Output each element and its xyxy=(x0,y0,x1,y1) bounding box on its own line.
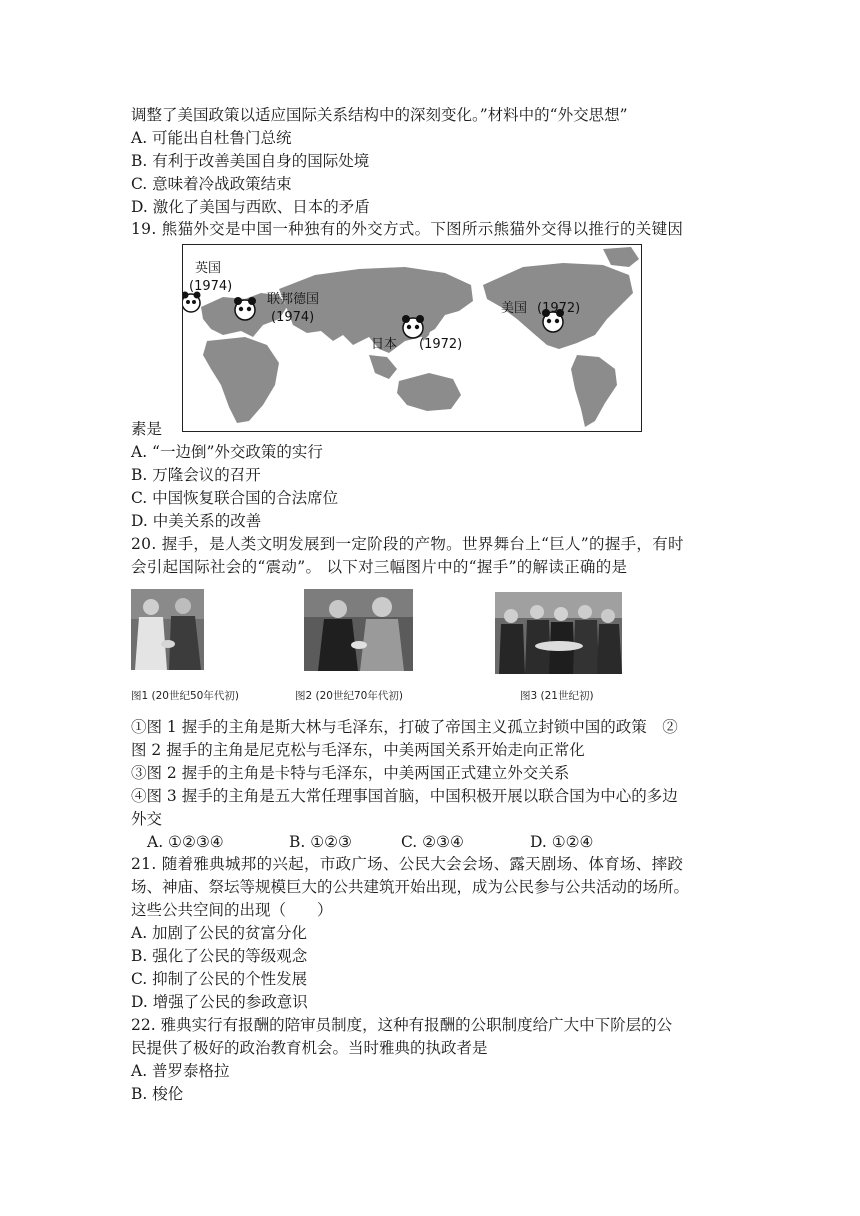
q21-stem-line-3: 这些公共空间的出现（ ） xyxy=(131,901,333,919)
q18-option-b: B. 有利于改善美国自身的国际处境 xyxy=(131,152,370,170)
q19-option-a: A. “一边倒”外交政策的实行 xyxy=(131,443,323,461)
map-label-uk: 英国 xyxy=(195,261,222,276)
photo-1-caption: 图1 (20世纪50年代初) xyxy=(131,690,239,702)
q20-statement-4-end: 外交 xyxy=(131,810,163,828)
map-label-frg-year: (1974) xyxy=(271,310,315,325)
map-label-usa: 美国 xyxy=(501,301,528,316)
map-label-japan: 日本 xyxy=(371,337,398,352)
q18-option-c: C. 意味着冷战政策结束 xyxy=(131,175,292,193)
q22-stem-line-2: 民提供了极好的政治教育机会。当时雅典的执政者是 xyxy=(131,1039,488,1057)
q20-option-c: C. ②③④ xyxy=(401,833,464,851)
q21-option-c: C. 抑制了公民的个性发展 xyxy=(131,970,308,988)
q22-option-a: A. 普罗泰格拉 xyxy=(131,1062,230,1080)
photo-2-caption: 图2 (20世纪70年代初) xyxy=(295,690,403,702)
map-label-japan-year: (1972) xyxy=(419,337,463,352)
q20-option-b: B. ①②③ xyxy=(289,833,352,851)
q21-stem-line-1: 21. 随着雅典城邦的兴起，市政广场、公民大会会场、露天剧场、体育场、摔跤 xyxy=(131,855,684,873)
q18-option-d: D. 激化了美国与西欧、日本的矛盾 xyxy=(131,198,370,216)
q19-option-b: B. 万隆会议的召开 xyxy=(131,466,261,484)
handshake-photo-3 xyxy=(495,592,622,674)
q20-statement-2: 图 2 握手的主角是尼克松与毛泽东，中美两国关系开始走向正常化 xyxy=(131,741,585,759)
map-label-frg: 联邦德国 xyxy=(267,292,320,307)
panda-icon xyxy=(402,315,424,338)
q20-option-a: A. ①②③④ xyxy=(147,833,224,851)
q21-option-d: D. 增强了公民的参政意识 xyxy=(131,993,308,1011)
q20-stem-line-2: 会引起国际社会的“震动”。 以下对三幅图片中的“握手”的解读正确的是 xyxy=(131,558,628,576)
q20-stem-line-1: 20. 握手，是人类文明发展到一定阶段的产物。世界舞台上“巨人”的握手，有时 xyxy=(131,535,684,553)
q21-option-a: A. 加剧了公民的贫富分化 xyxy=(131,924,308,942)
q20-option-d: D. ①②④ xyxy=(530,833,594,851)
panda-icon xyxy=(234,297,256,320)
photo-3-caption: 图3 (21世纪初) xyxy=(520,690,594,702)
map-label-uk-year: (1974) xyxy=(189,279,233,294)
handshake-photo-1 xyxy=(131,589,204,670)
handshake-photo-2 xyxy=(304,589,413,671)
q18-option-a: A. 可能出自杜鲁门总统 xyxy=(131,129,292,147)
q19-stem: 19. 熊猫外交是中国一种独有的外交方式。下图所示熊猫外交得以推行的关键因 xyxy=(131,220,684,238)
q20-statement-3: ③图 2 握手的主角是卡特与毛泽东，中美两国正式建立外交关系 xyxy=(131,764,570,782)
q21-stem-line-2: 场、神庙、祭坛等规模巨大的公共建筑开始出现，成为公民参与公共活动的场所。 xyxy=(131,878,690,896)
q18-stem-tail: 调整了美国政策以适应国际关系结构中的深刻变化。”材料中的“外交思想” xyxy=(131,106,628,124)
q19-option-c: C. 中国恢复联合国的合法席位 xyxy=(131,489,339,507)
q21-option-b: B. 强化了公民的等级观念 xyxy=(131,947,308,965)
q20-statement-1: ①图 1 握手的主角是斯大林与毛泽东，打破了帝国主义孤立封锁中国的政策 ② xyxy=(131,718,678,736)
q22-option-b: B. 梭伦 xyxy=(131,1085,184,1103)
q22-stem-line-1: 22. 雅典实行有报酬的陪审员制度，这种有报酬的公职制度给广大中下阶层的公 xyxy=(131,1016,673,1034)
q20-statement-4: ④图 3 握手的主角是五大常任理事国首脑，中国积极开展以联合国为中心的多边 xyxy=(131,787,678,805)
q19-stem-end: 素是 xyxy=(131,420,163,438)
panda-diplomacy-world-map xyxy=(182,244,642,432)
map-label-usa-year: (1972) xyxy=(537,301,581,316)
q19-option-d: D. 中美关系的改善 xyxy=(131,512,262,530)
panda-icon xyxy=(183,292,201,313)
